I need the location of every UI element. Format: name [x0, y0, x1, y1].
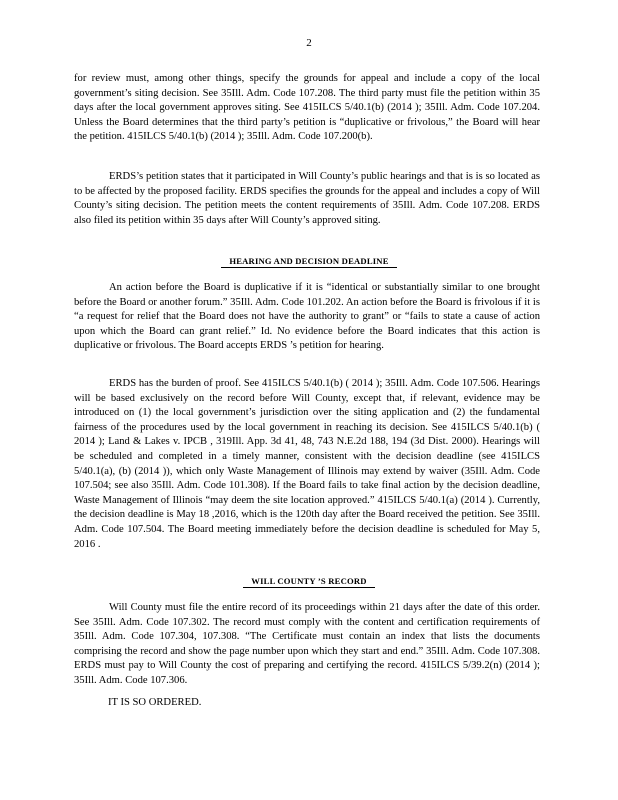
heading-county-record-text: WILL COUNTY ’S RECORD — [243, 576, 374, 588]
paragraph-duplicative-frivolous: An action before the Board is duplicative if it is “identical or substantially similar to one brought before the Board or another forum.” 35Ill. Adm. Code 101.202. An action before the Board is frivolous if it is “a request for relief that the Board does not have the authority to grant” or “fails to state a cause of action upon which the Board can grant relief.” Id. No evidence before the Board indicates that this action is duplicative or frivolous. The Board accepts ERDS ’s petition for hearing. — [74, 282, 540, 352]
closing-order: IT IS SO ORDERED. — [108, 697, 202, 708]
heading-hearing-deadline-text: HEARING AND DECISION DEADLINE — [221, 256, 396, 268]
paragraph-record-filing: Will County must file the entire record of its proceedings within 21 days after the date of this order. See 35Ill. Adm. Code 107.302. The record must comply with the content and certification requirements of 35Ill. Adm. Code 107.304, 107.308. “The Certificate must contain an index that lists the documents comprising the record and show the page number upon which they start and end.” 35Ill. Adm. Code 107.308. ERDS must pay to Will County the cost of preparing and certifying the record. 415ILCS 5/39.2(n) (2014 ); 35Ill. Adm. Code 107.306. — [74, 602, 540, 686]
page-number: 2 — [306, 37, 312, 49]
paragraph-burden-of-proof: ERDS has the burden of proof. See 415ILCS 5/40.1(b) ( 2014 ); 35Ill. Adm. Code 107.506. Hearings will be based exclusively on the record before Will County, except that, if relevant, evidence may be introduced on (1) the local government’s jurisdiction over the siting application and (2) the fundamental fairness of the procedures used by the local government in reaching its decision. See 415ILCS 5/40.1(b) ( 2014 ); Land & Lakes v. IPCB , 319Ill. App. 3d 41, 48, 743 N.E.2d 188, 194 (3d Dist. 2000). Hearings will be scheduled and completed in a timely manner, consistent with the decision deadline (see 415ILCS 5/40.1(a), (b) (2014 )), which only Waste Management of Illinois may extend by waiver (35Ill. Adm. Code 107.504; see also 35Ill. Adm. Code 101.308). If the Board fails to take final action by the decision deadline, Waste Management of Illinois “may deem the site location approved.” 415ILCS 5/40.1(a) (2014 ). Currently, the decision deadline is May 18 ,2016, which is the 120th day after the Board received the petition. See 35Ill. Adm. Code 107.504. The Board meeting immediately before the decision deadline is scheduled for May 5, 2016 . — [74, 378, 540, 550]
heading-county-record — [0, 576, 618, 588]
heading-hearing-deadline — [0, 256, 618, 268]
paragraph-third-party-petition: for review must, among other things, specify the grounds for appeal and include a copy of the local government’s siting decision. See 35Ill. Adm. Code 107.208. The third party must file the petition within 35 days after the local government approves siting. See 415ILCS 5/40.1(b) (2014 ); 35Ill. Adm. Code 107.204. Unless the Board determines that the third party’s petition is “duplicative or frivolous,” the Board will hear the petition. 415ILCS 5/40.1(b) (2014 ); 35Ill. Adm. Code 107.200(b). — [74, 73, 540, 143]
paragraph-erds-petition: ERDS’s petition states that it participated in Will County’s public hearings and that is is so located as to be affected by the proposed facility. ERDS specifies the grounds for the appeal and includes a copy of Will County’s siting decision. The petition meets the content requirements of 35Ill. Adm. Code 107.208. ERDS also filed its petition within 35 days after Will County’s approved siting. — [74, 171, 540, 226]
